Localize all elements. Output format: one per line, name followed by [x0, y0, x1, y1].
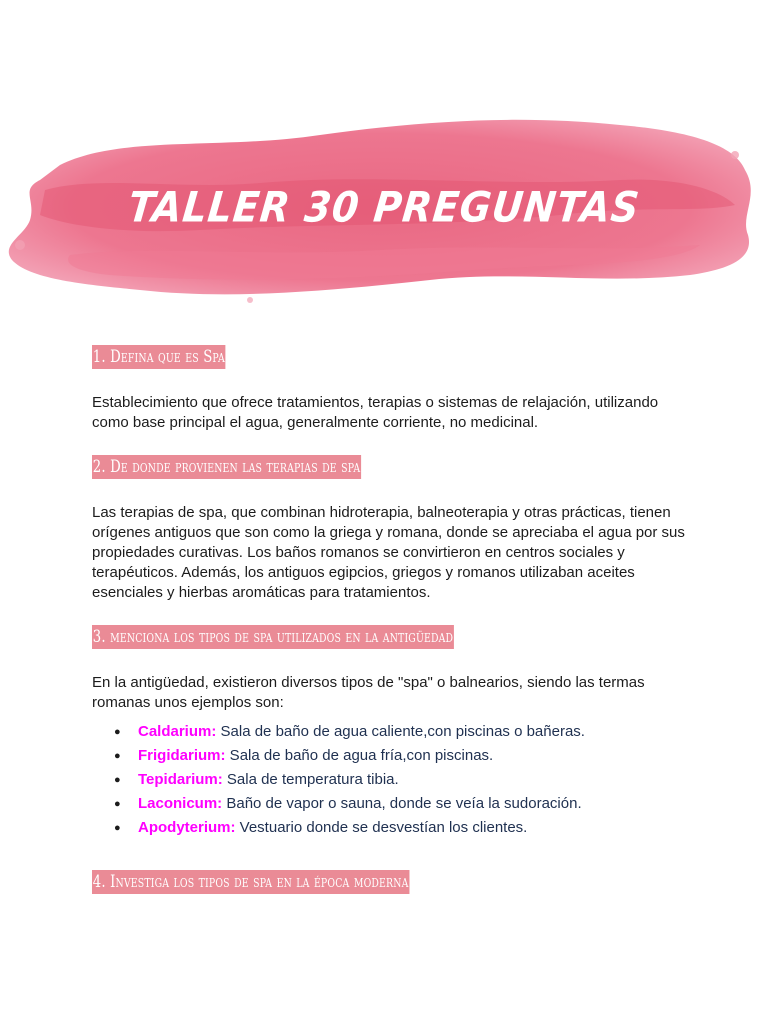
list-description: Sala de baño de agua fría,con piscinas.: [225, 747, 494, 764]
list-description: Sala de temperatura tibia.: [222, 771, 399, 788]
list-item: [114, 816, 692, 840]
section-1: [92, 345, 692, 433]
bullet-icon: ●: [114, 798, 121, 810]
section-heading: 3. menciona los tipos de spa utilizados en la antigüedad: [92, 627, 454, 647]
list-item: [114, 720, 692, 744]
section-4: [92, 870, 692, 894]
list-term: Caldarium:: [138, 723, 217, 740]
list-item: [114, 768, 692, 792]
list-term: Apodyterium:: [138, 819, 236, 836]
section-2: [92, 455, 692, 603]
title-banner: [0, 95, 768, 320]
section-heading: 2. De donde provienen las terapias de spa: [92, 457, 361, 477]
spa-types-list: [92, 720, 692, 840]
section-paragraph: Establecimiento que ofrece tratamientos, terapias o sistemas de relajación, utilizando como base principal el agua, generalmente corriente, no medicinal.: [92, 394, 659, 431]
list-term: Tepidarium:: [138, 771, 223, 788]
section-paragraph: En la antigüedad, existieron diversos tipos de "spa" o balnearios, siendo las termas romanas unos ejemplos son:: [92, 674, 645, 711]
list-item: [114, 744, 692, 768]
page-title: TALLER 30 PREGUNTAS: [125, 182, 643, 232]
bullet-icon: ●: [114, 822, 121, 834]
bullet-icon: ●: [114, 726, 121, 738]
document-body: [92, 345, 692, 894]
list-term: Laconicum:: [138, 795, 223, 812]
bullet-icon: ●: [114, 774, 121, 786]
section-3: [92, 625, 692, 840]
list-description: Sala de baño de agua caliente,con piscinas o bañeras.: [216, 723, 585, 740]
list-description: Vestuario donde se desvestían los clientes.: [235, 819, 528, 836]
section-heading: 1. Defina que es Spa: [92, 347, 225, 367]
section-paragraph: Las terapias de spa, que combinan hidroterapia, balneoterapia y otras prácticas, tienen orígenes antiguos que son como la griega y romana, donde se apreciaba el agua por sus propiedades curativas. Los baños romanos se convirtieron en centros sociales y terapéuticos. Además, los antiguos egipcios, griegos y romanos utilizaban aceites esenciales y hierbas aromáticas para tratamientos.: [92, 504, 685, 601]
list-description: Baño de vapor o sauna, donde se veía la sudoración.: [222, 795, 582, 812]
section-heading: 4. Investiga los tipos de spa en la época moderna: [92, 872, 409, 892]
list-item: [114, 792, 692, 816]
bullet-icon: ●: [114, 750, 121, 762]
list-term: Frigidarium:: [138, 747, 226, 764]
